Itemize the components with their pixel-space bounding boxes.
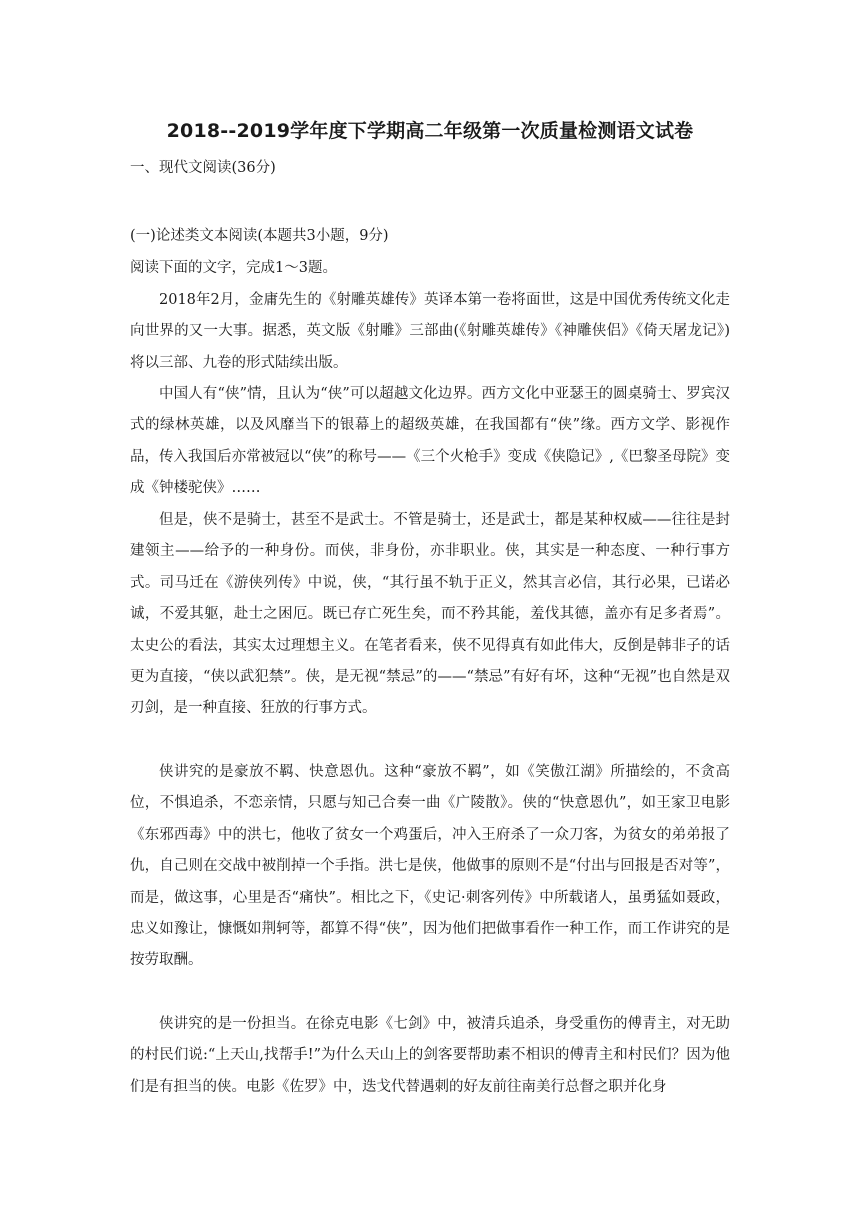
paragraph-5: 侠讲究的是一份担当。在徐克电影《七剑》中，被清兵追杀，身受重伤的傅青主，对无助的村民们说:“上天山,找帮手!”为什么天山上的剑客要帮助素不相识的傅青主和村民们？因为他们是有担当的侠。电影《佐罗》中，迭戈代替遇刺的好友前往南美行总督之职并化身 (130, 1016, 730, 1095)
section-heading: 一、现代文阅读(36分) (130, 160, 276, 176)
paragraph-1: 2018年2月，金庸先生的《射雕英雄传》英译本第一卷将面世，这是中国优秀传统文化走向世界的又一大事。据悉，英文版《射雕》三部曲(《射雕英雄传》《神雕侠侣》《倚天屠龙记》)将以三部、九卷的形式陆续出版。 (130, 292, 730, 371)
paragraph-3: 但是，侠不是骑士，甚至不是武士。不管是骑士，还是武士，都是某种权威——往往是封建领主——给予的一种身份。而侠，非身份，亦非职业。侠，其实是一种态度、一种行事方式。司马迁在《游侠列传》中说，侠，“其行虽不轨于正义，然其言必信，其行必果，已诺必诚，不爱其躯，赴士之困厄。既已存亡死生矣，而不矜其能，羞伐其德，盖亦有足多者焉”。太史公的看法，其实太过理想主义。在笔者看来，侠不见得真有如此伟大，反倒是韩非子的话更为直接，“侠以武犯禁”。侠，是无视“禁忌”的——“禁忌”有好有坏，这种“无视”也自然是双刃剑，是一种直接、狂放的行事方式。 (130, 512, 730, 717)
exam-title: 2018--2019学年度下学期高二年级第一次质量检测语文试卷 (166, 120, 694, 142)
reading-instruction: 阅读下面的文字，完成1～3题。 (130, 260, 337, 276)
paragraph-4: 侠讲究的是豪放不羁、快意恩仇。这种“豪放不羁”，如《笑傲江湖》所描绘的，不贪高位，不惧追杀，不恋亲情，只愿与知己合奏一曲《广陵散》。侠的“快意恩仇”，如王家卫电影《东邪西毒》中的洪七，他收了贫女一个鸡蛋后，冲入王府杀了一众刀客，为贫女的弟弟报了仇，自己则在交战中被削掉一个手指。洪七是侠，他做事的原则不是“付出与回报是否对等”，而是，做这事，心里是否“痛快”。相比之下，《史记·刺客列传》中所载诸人，虽勇猛如聂政，忠义如豫让，慷慨如荆轲等，都算不得“侠”，因为他们把做事看作一种工作，而工作讲究的是按劳取酬。 (130, 764, 730, 969)
paragraph-2: 中国人有“侠”情，且认为“侠”可以超越文化边界。西方文化中亚瑟王的圆桌骑士、罗宾汉式的绿林英雄，以及风靡当下的银幕上的超级英雄，在我国都有“侠”缘。西方文学、影视作品，传入我国后亦常被冠以“侠”的称号——《三个火枪手》变成《侠隐记》,《巴黎圣母院》变成《钟楼驼侠》…… (130, 386, 730, 497)
subsection-heading: (一)论述类文本阅读(本题共3小题，9分) (130, 228, 389, 244)
